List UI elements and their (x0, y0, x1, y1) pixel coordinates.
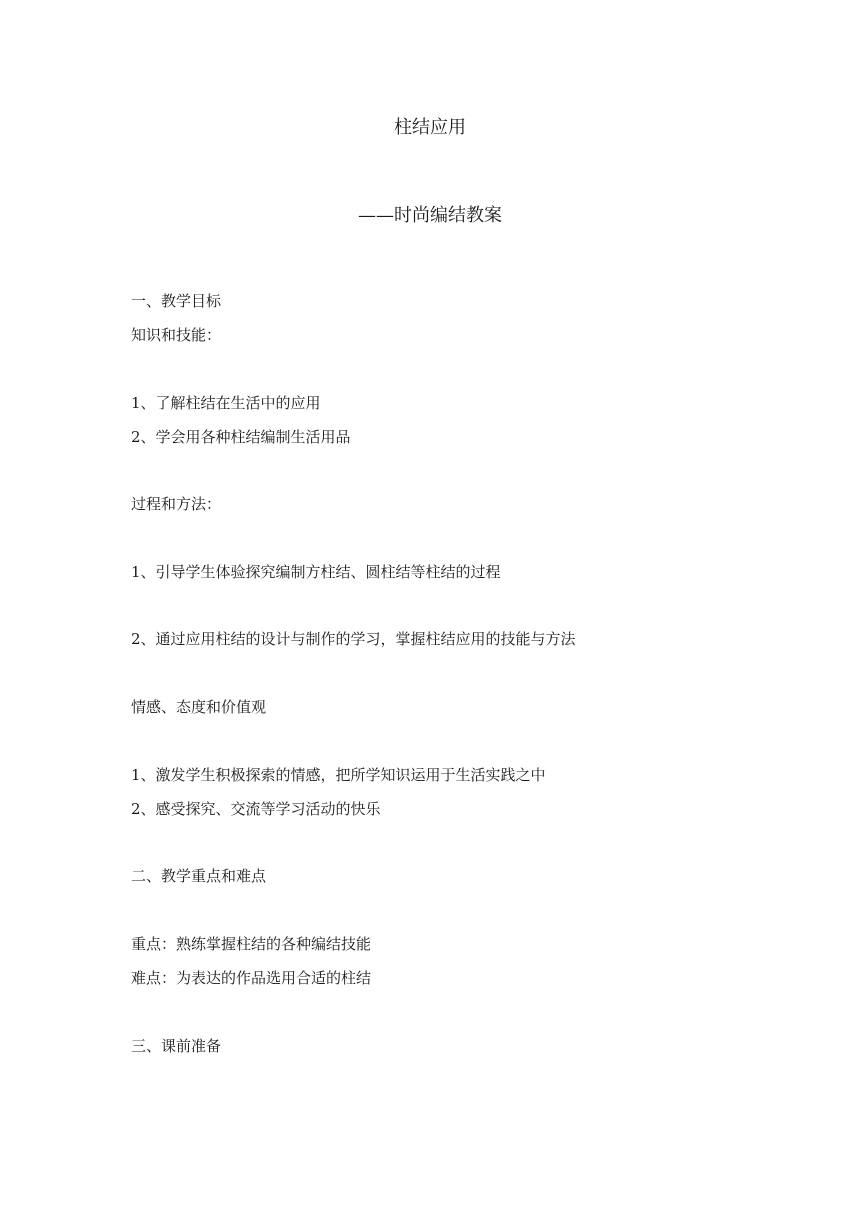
document-subtitle: ——时尚编结教案 (358, 205, 502, 226)
list-item: 难点：为表达的作品选用合适的柱结 (131, 969, 372, 987)
list-item: 1、引导学生体验探究编制方柱结、圆柱结等柱结的过程 (131, 563, 501, 581)
subheading-process-method: 过程和方法： (131, 495, 222, 513)
list-item: 2、感受探究、交流等学习活动的快乐 (131, 800, 381, 818)
list-item: 2、学会用各种柱结编制生活用品 (131, 428, 351, 446)
list-item: 重点：熟练掌握柱结的各种编结技能 (131, 935, 372, 953)
subheading-knowledge-skills: 知识和技能： (131, 326, 222, 344)
document-title: 柱结应用 (394, 117, 466, 138)
subheading-emotion-values: 情感、态度和价值观 (131, 698, 267, 716)
list-item: 2、通过应用柱结的设计与制作的学习，掌握柱结应用的技能与方法 (131, 630, 576, 648)
section-heading-objectives: 一、教学目标 (131, 292, 222, 310)
list-item: 1、激发学生积极探索的情感，把所学知识运用于生活实践之中 (131, 766, 546, 784)
list-item: 1、了解柱结在生活中的应用 (131, 394, 321, 412)
section-heading-key-points: 二、教学重点和难点 (131, 867, 267, 885)
section-heading-preparation: 三、课前准备 (131, 1037, 222, 1055)
